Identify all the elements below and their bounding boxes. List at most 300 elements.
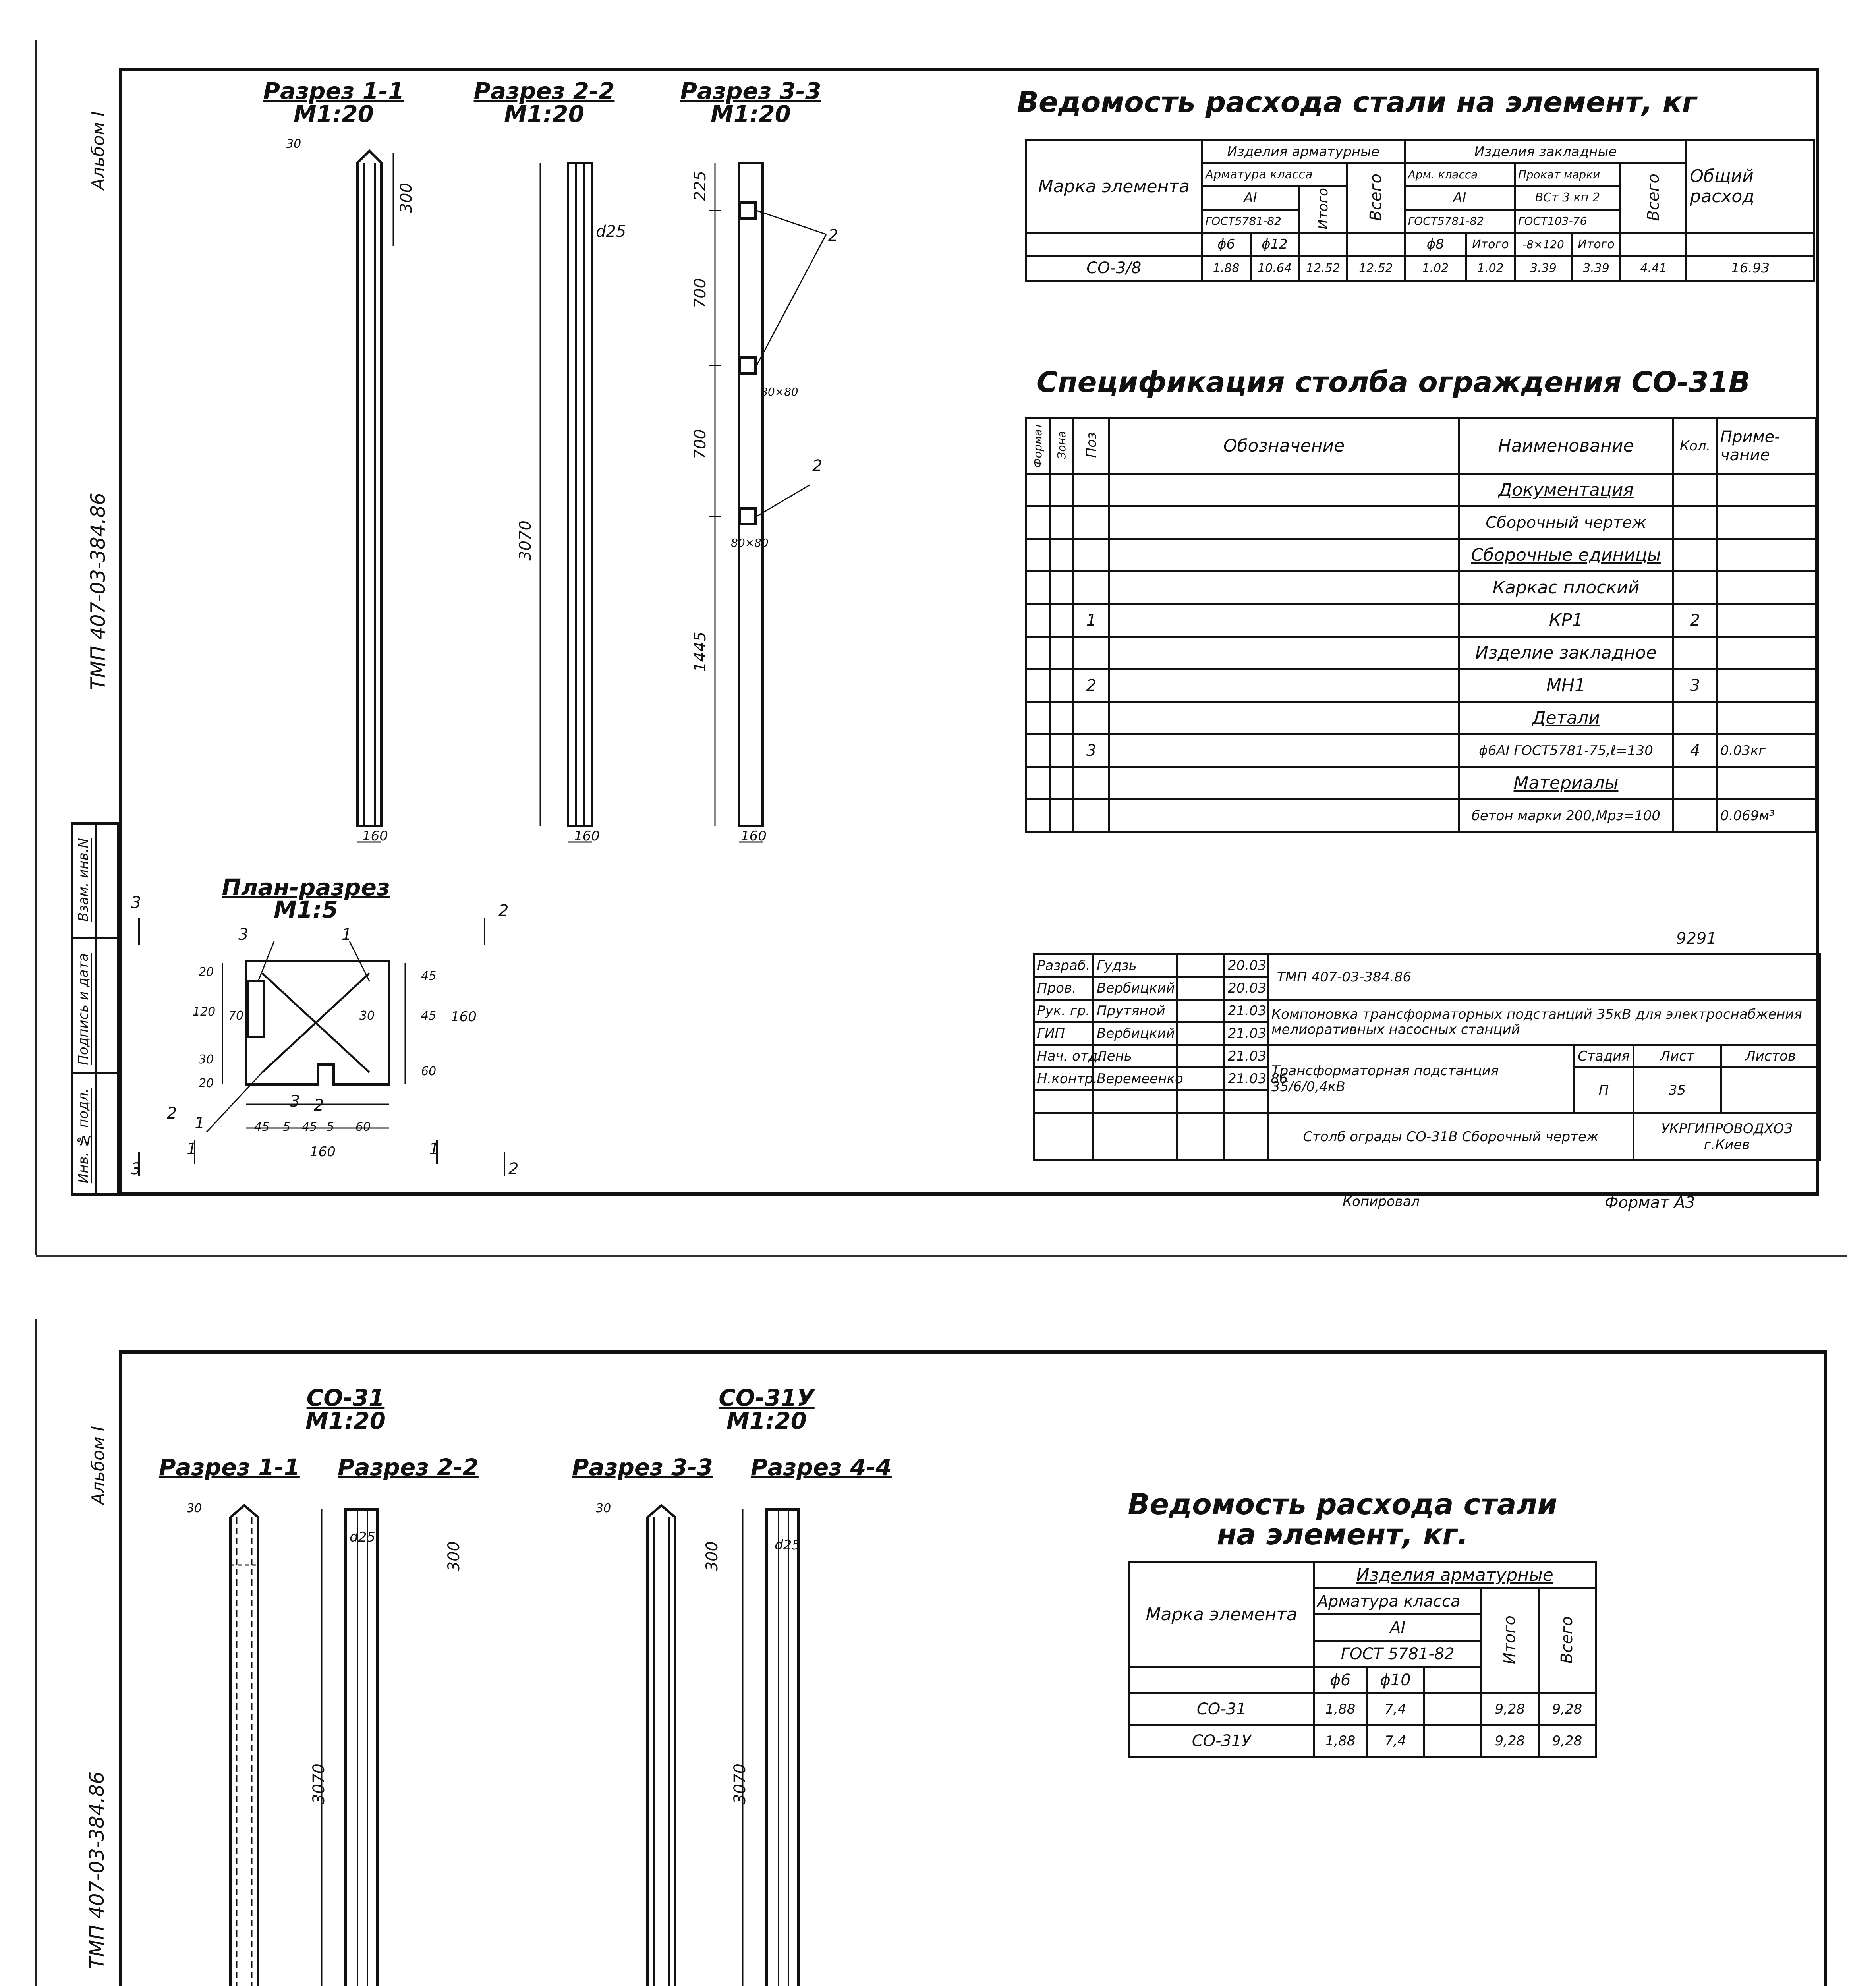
cell-empty	[1424, 1693, 1481, 1725]
cell-value: 1.02	[1466, 256, 1515, 280]
cell	[1050, 506, 1074, 539]
cell-qty: 4	[1673, 734, 1717, 767]
section-heading-2	[473, 77, 616, 128]
section-title: Разрез 2-2	[338, 1454, 479, 1481]
col-header: ГОСТ5781-82	[1202, 209, 1299, 233]
col-header-name: Наименование	[1459, 418, 1673, 474]
col-header: ϕ12	[1250, 233, 1299, 256]
stamp-col-2: Подпись и дата	[75, 953, 91, 1065]
plan-callout: 2	[167, 1104, 177, 1122]
cell	[1026, 702, 1050, 734]
table-row	[1129, 1693, 1596, 1725]
header-text: Зона	[1055, 431, 1068, 459]
cell-name: МН1	[1459, 669, 1673, 702]
col-header-arm: Изделия арматурные	[1202, 140, 1405, 163]
cell	[1026, 637, 1050, 669]
column-c-outline	[647, 1505, 675, 1986]
cell-note	[1717, 572, 1816, 604]
embed-plate	[740, 508, 755, 524]
cell-name: Материалы	[1459, 767, 1673, 800]
spec-table	[1025, 417, 1817, 833]
cell	[1050, 800, 1074, 832]
cell-pos: 1	[1074, 604, 1109, 637]
col-header: ϕ6	[1314, 1667, 1367, 1693]
plan-callout: 1	[342, 925, 352, 944]
plan-dim: 45	[421, 969, 437, 983]
cell-qty	[1673, 506, 1717, 539]
col-header-vsego2	[1620, 163, 1686, 233]
col-header-qty: Кол.	[1673, 418, 1717, 474]
cell	[1094, 1113, 1177, 1161]
dim-label: 80×80	[761, 385, 798, 398]
plan-outline	[246, 961, 389, 1084]
sheets-header: Листов	[1721, 1045, 1820, 1068]
dim-label: 1445	[691, 632, 709, 672]
section-title: Разрез 2-2	[473, 77, 615, 104]
cell-name: Документация	[1459, 474, 1673, 506]
person-name: Веремеенко	[1094, 1068, 1177, 1090]
cell	[1026, 506, 1050, 539]
cell-note: 0.069м³	[1717, 800, 1816, 832]
dim-label: 300	[445, 1541, 463, 1572]
plan-dim: 5	[327, 1120, 334, 1134]
cell-value: 9,28	[1481, 1693, 1538, 1725]
table-row	[1026, 506, 1816, 539]
col-header-arm: Изделия арматурные	[1314, 1562, 1596, 1588]
steel-table-title: Ведомость расхода стали на элемент, кг	[1017, 85, 1697, 119]
plan-dim: 160	[451, 1009, 477, 1025]
cell-name: ϕ6AI ГОСТ5781-75,ℓ=130	[1459, 734, 1673, 767]
plan-dim: 20	[199, 1076, 214, 1090]
cell	[1026, 767, 1050, 800]
sheet-2	[0, 1295, 1876, 1986]
cell-value: 4.41	[1620, 256, 1686, 280]
dim-label: 80×80	[731, 536, 769, 549]
stamp-divider	[95, 822, 97, 1196]
col-header: ϕ6	[1202, 233, 1250, 256]
section-mark-label: 2	[508, 1160, 519, 1178]
person-name: Гудзь	[1094, 954, 1177, 977]
embed-plate	[740, 203, 755, 218]
callout: 2	[828, 226, 839, 245]
signature	[1177, 977, 1225, 1000]
cell	[1026, 474, 1050, 506]
leader-line	[757, 485, 810, 516]
crop-line	[35, 1319, 37, 1986]
cell-qty	[1673, 572, 1717, 604]
section-mark-label: 2	[498, 902, 509, 920]
cell	[1225, 1090, 1268, 1113]
plan-dim: 70	[228, 1009, 244, 1023]
section-drawings-2	[159, 1501, 914, 1986]
col-header: Арматура класса	[1202, 163, 1347, 186]
cell-note	[1717, 669, 1816, 702]
person-name: Вербицкий	[1094, 977, 1177, 1000]
cell	[1050, 572, 1074, 604]
plan-dim: 20	[199, 965, 214, 979]
col-header: Прокат марки	[1515, 163, 1620, 186]
col-header-mark: Марка элемента	[1026, 140, 1202, 233]
section-mark-label: 1	[187, 1140, 197, 1158]
dim-label: 3070	[310, 1764, 328, 1804]
section-drawings	[238, 135, 874, 882]
plan-dim: 60	[355, 1120, 371, 1134]
table-row	[1026, 702, 1816, 734]
stamp-divider	[71, 937, 119, 939]
cell	[1050, 734, 1074, 767]
col-header: ВСт 3 кп 2	[1515, 186, 1620, 210]
cell	[1050, 474, 1074, 506]
cell-value: 7,4	[1367, 1725, 1424, 1757]
cell-value: 9,28	[1538, 1725, 1596, 1757]
cell	[1177, 1113, 1225, 1161]
col-header-itogo	[1481, 1588, 1538, 1693]
cell	[1034, 1090, 1094, 1113]
table-row	[1026, 734, 1816, 767]
person-name: Прутяной	[1094, 1000, 1177, 1022]
drawing-name: Столб ограды СО-31В Сборочный чертеж	[1268, 1113, 1634, 1161]
plan-callout: 3	[290, 1092, 300, 1111]
copied-label: Копировал	[1343, 1194, 1420, 1209]
section-scale: М1:20	[504, 100, 584, 128]
cell	[1050, 604, 1074, 637]
cell	[1050, 702, 1074, 734]
doc-code: ТМП 407-03-384.86	[1268, 954, 1820, 1000]
cell	[1109, 767, 1459, 800]
plan-dim: 45	[302, 1120, 317, 1134]
signature	[1177, 1022, 1225, 1045]
section-title: Разрез 1-1	[159, 1454, 300, 1481]
cell-value: 1.02	[1405, 256, 1466, 280]
col-header-vsego	[1347, 163, 1405, 233]
col-header: Итого	[1572, 233, 1621, 256]
table-row	[1026, 669, 1816, 702]
cell-empty	[1129, 1667, 1314, 1693]
crop-line	[35, 40, 37, 1255]
stamp-col-1: Инв. № подл.	[75, 1088, 91, 1184]
cell-note	[1717, 767, 1816, 800]
cell-qty	[1673, 474, 1717, 506]
table-row	[1026, 637, 1816, 669]
col-header-zone	[1050, 418, 1074, 474]
signature	[1177, 954, 1225, 977]
group-heading-2	[691, 1384, 842, 1434]
col-header: ϕ10	[1367, 1667, 1424, 1693]
cell-pos	[1074, 572, 1109, 604]
col-header-designation: Обозначение	[1109, 418, 1459, 474]
header-text: Всего	[1558, 1616, 1577, 1664]
doc-code-margin: ТМП 407-03-384.86	[87, 493, 110, 690]
dim-label: 700	[691, 429, 709, 460]
col-header-vsego	[1538, 1588, 1596, 1693]
cell-pos	[1074, 767, 1109, 800]
cell-empty	[1620, 233, 1686, 256]
cell-pos: 3	[1074, 734, 1109, 767]
cell	[1026, 572, 1050, 604]
dim-label: 160	[574, 828, 600, 844]
cell-empty	[1687, 233, 1814, 256]
date: 21.03.86	[1225, 1068, 1268, 1090]
col-header-note: Приме- чание	[1717, 418, 1816, 474]
project-name: Компоновка трансформаторных подстанций 35кВ для электроснабжения мелиоративных насосных станций	[1268, 1000, 1820, 1045]
cell-pos	[1074, 506, 1109, 539]
cell	[1094, 1090, 1177, 1113]
stamp-divider	[71, 1072, 119, 1074]
dim-label: d25	[596, 222, 626, 241]
plan-dim: 60	[421, 1064, 437, 1078]
dim-label: 300	[703, 1541, 721, 1572]
cell-qty: 3	[1673, 669, 1717, 702]
date: 20.03	[1225, 977, 1268, 1000]
cell-pos: 2	[1074, 669, 1109, 702]
cell-note	[1717, 604, 1816, 637]
group-heading-1	[270, 1384, 421, 1434]
cell-note: 0.03кг	[1717, 734, 1816, 767]
dim-label: d25	[775, 1537, 800, 1553]
plan-dim: 45	[421, 1009, 437, 1023]
col-header: AI	[1202, 186, 1299, 210]
dim-label: 3070	[731, 1764, 749, 1804]
section-heading-3	[675, 77, 826, 128]
column-3-outline	[739, 163, 763, 826]
cell-name: Каркас плоский	[1459, 572, 1673, 604]
plan-scale: М1:5	[274, 896, 338, 923]
signature	[1177, 1068, 1225, 1090]
plan-dim: 120	[193, 1005, 216, 1019]
col-header: Арм. класса	[1405, 163, 1515, 186]
col-header-mark: Марка элемента	[1129, 1562, 1314, 1667]
signature	[1177, 1000, 1225, 1022]
cell-empty	[1026, 233, 1202, 256]
cell-pos	[1074, 702, 1109, 734]
dim-label: 3070	[516, 520, 535, 561]
cell-mark: СО-31У	[1129, 1725, 1314, 1757]
cell-qty	[1673, 800, 1717, 832]
cell-value: 9,28	[1481, 1725, 1538, 1757]
group-title: СО-31У	[719, 1384, 815, 1411]
table-row	[1026, 474, 1816, 506]
cell-qty	[1673, 702, 1717, 734]
table-row	[1026, 539, 1816, 572]
column-b-outline	[346, 1509, 377, 1986]
cell	[1109, 539, 1459, 572]
cell-note	[1717, 474, 1816, 506]
section-title: Разрез 3-3	[572, 1454, 713, 1481]
cell-name: КР1	[1459, 604, 1673, 637]
format-label: Формат А3	[1605, 1194, 1695, 1212]
sheets-value	[1721, 1068, 1820, 1113]
plan-drawing	[127, 894, 524, 1180]
cell	[1109, 506, 1459, 539]
cell-value: 3.39	[1572, 256, 1621, 280]
header-text: Всего	[1367, 173, 1385, 221]
sheet-value: 35	[1634, 1068, 1721, 1113]
cell-pos	[1074, 539, 1109, 572]
date: 21.03	[1225, 1000, 1268, 1022]
page-divider	[36, 1255, 1847, 1257]
section-mark-label: 3	[131, 1160, 141, 1178]
dim-label: 30	[596, 1501, 611, 1515]
plan-callout: 2	[314, 1096, 324, 1115]
cell	[1109, 572, 1459, 604]
section-mark-label: 3	[131, 894, 141, 912]
col-header: ГОСТ5781-82	[1405, 209, 1515, 233]
cell	[1109, 734, 1459, 767]
cell-value: 12.52	[1299, 256, 1347, 280]
cell	[1050, 539, 1074, 572]
date: 20.03	[1225, 954, 1268, 977]
cell-qty	[1673, 767, 1717, 800]
col-header: AI	[1314, 1615, 1481, 1641]
col-header: Арматура класса	[1314, 1588, 1481, 1615]
role: Пров.	[1034, 977, 1094, 1000]
album-label: Альбом I	[88, 111, 108, 190]
person-name: Вербицкий	[1094, 1022, 1177, 1045]
cell-value: 1,88	[1314, 1725, 1367, 1757]
col-header: ГОСТ103-76	[1515, 209, 1620, 233]
table-row	[1026, 800, 1816, 832]
plan-dim: 5	[283, 1120, 291, 1134]
col-header: ГОСТ 5781-82	[1314, 1641, 1481, 1667]
col-header: ϕ8	[1405, 233, 1466, 256]
section-scale: М1:20	[294, 100, 374, 128]
cell	[1109, 474, 1459, 506]
cell-name: Изделие закладное	[1459, 637, 1673, 669]
stamp-col-3: Взам. инв.N	[75, 838, 91, 922]
cell-note	[1717, 702, 1816, 734]
group-scale: М1:20	[726, 1407, 807, 1434]
column-1-outline	[357, 151, 381, 826]
column-2-outline	[568, 163, 592, 826]
cell-name: Сборочный чертеж	[1459, 506, 1673, 539]
album-label: Альбом I	[88, 1426, 108, 1505]
embed-plate	[740, 357, 755, 373]
cell-value: 1,88	[1314, 1693, 1367, 1725]
steel-table	[1128, 1561, 1597, 1758]
table-row	[1026, 572, 1816, 604]
cell	[1050, 637, 1074, 669]
cell-pos	[1074, 474, 1109, 506]
section-scale: М1:20	[711, 100, 791, 128]
dim-label: 160	[741, 828, 767, 844]
dim-label: 160	[362, 828, 388, 844]
cell-empty	[1424, 1667, 1481, 1693]
doc-code-margin: ТМП 407-03-384.86	[85, 1772, 108, 1969]
cell-name: Сборочные единицы	[1459, 539, 1673, 572]
header-text: Итого	[1315, 188, 1331, 230]
header-text: Итого	[1501, 1615, 1519, 1665]
plan-title: План-разрез	[222, 874, 390, 901]
col-header: Итого	[1466, 233, 1515, 256]
sheet-header: Лист	[1634, 1045, 1721, 1068]
steel-table	[1025, 139, 1815, 282]
date: 21.03	[1225, 1045, 1268, 1068]
dim-label: 700	[691, 278, 709, 309]
stage-value: П	[1574, 1068, 1634, 1113]
cell-value: 1.88	[1202, 256, 1250, 280]
dim-label: d25	[350, 1529, 375, 1545]
column-a-outline	[230, 1505, 258, 1986]
cell-empty	[1299, 233, 1347, 256]
title-block	[1033, 953, 1821, 1161]
dim-label: 30	[187, 1501, 202, 1515]
cell	[1109, 702, 1459, 734]
col-header-pos	[1074, 418, 1109, 474]
plan-dim: 30	[359, 1009, 375, 1023]
date: 21.03	[1225, 1022, 1268, 1045]
col-header-total: Общий расход	[1687, 140, 1814, 233]
spec-table-title: Спецификация столба ограждения СО-31В	[1037, 365, 1750, 399]
embed-plate	[248, 981, 264, 1037]
role: Рук. гр.	[1034, 1000, 1094, 1022]
cell-value: 9,28	[1538, 1693, 1596, 1725]
plan-dim-total: 160	[310, 1144, 336, 1160]
cell	[1026, 604, 1050, 637]
cell	[1050, 669, 1074, 702]
group-scale: М1:20	[305, 1407, 386, 1434]
role: Нач. отд.	[1034, 1045, 1094, 1068]
cell-note	[1717, 637, 1816, 669]
table-row	[1026, 767, 1816, 800]
cell-empty	[1424, 1725, 1481, 1757]
cell-value: 7,4	[1367, 1693, 1424, 1725]
cell	[1177, 1090, 1225, 1113]
cell-value: 3.39	[1515, 256, 1572, 280]
section-title: Разрез 1-1	[263, 77, 404, 104]
person-name: Лень	[1094, 1045, 1177, 1068]
cell-pos	[1074, 637, 1109, 669]
leader-line	[757, 211, 826, 234]
cell-value: 12.52	[1347, 256, 1405, 280]
table-row	[1129, 1725, 1596, 1757]
col-header: AI	[1405, 186, 1515, 210]
dim-label: 225	[691, 171, 709, 201]
stage-header: Стадия	[1574, 1045, 1634, 1068]
cell-qty	[1673, 539, 1717, 572]
cell-value: 10.64	[1250, 256, 1299, 280]
cell-name: Детали	[1459, 702, 1673, 734]
cell	[1109, 637, 1459, 669]
cell	[1050, 767, 1074, 800]
plan-dim: 45	[254, 1120, 270, 1134]
leader-line	[757, 234, 826, 365]
cell-mark: СО-3/8	[1026, 256, 1202, 280]
cell	[1026, 800, 1050, 832]
cell-empty	[1347, 233, 1405, 256]
section-mark-label: 1	[429, 1140, 439, 1158]
steel-table-title: Ведомость расхода стали на элемент, кг.	[1128, 1488, 1557, 1551]
col-header-zakl: Изделия закладные	[1405, 140, 1687, 163]
cell-note	[1717, 506, 1816, 539]
plan-dim: 30	[199, 1053, 214, 1066]
cell-pos	[1074, 800, 1109, 832]
cell-mark: СО-31	[1129, 1693, 1314, 1725]
cell	[1026, 734, 1050, 767]
object-name: Трансформаторная подстанция 35/6/0,4кВ	[1268, 1045, 1574, 1113]
table-row	[1026, 256, 1814, 280]
table-row	[1026, 604, 1816, 637]
section-title: Разрез 4-4	[751, 1454, 892, 1481]
plan-callout: 3	[238, 925, 249, 944]
callout: 2	[812, 457, 823, 475]
cell	[1026, 539, 1050, 572]
column-d-outline	[767, 1509, 798, 1986]
cell	[1026, 669, 1050, 702]
role: Н.контр.	[1034, 1068, 1094, 1090]
cell	[1109, 604, 1459, 637]
archive-number: 9291	[1676, 929, 1717, 948]
cell-name: бетон марки 200,Мрз=100	[1459, 800, 1673, 832]
